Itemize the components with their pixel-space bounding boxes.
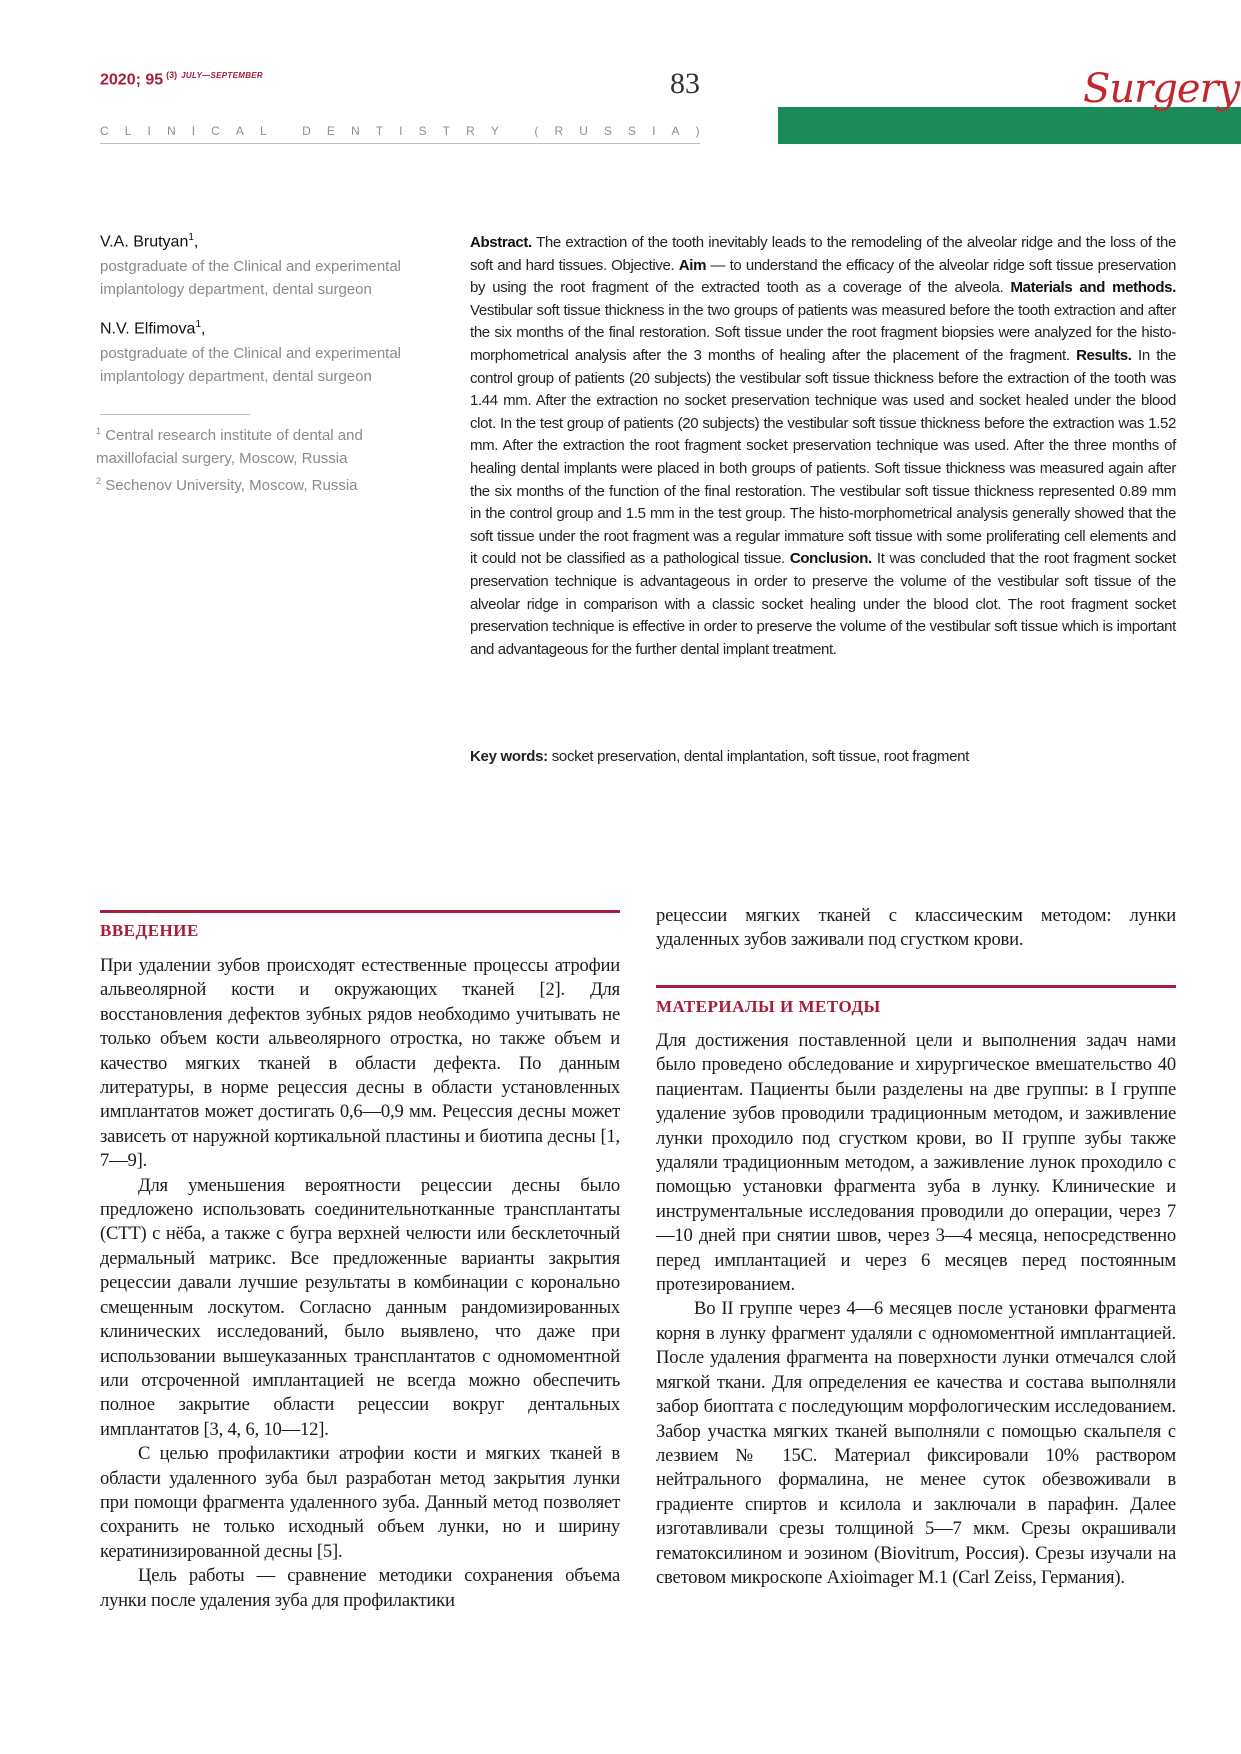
journal-letter: R <box>554 124 564 138</box>
methods-text <box>656 1029 1176 1590</box>
paragraph: С целью профилактики атрофии кости и мягких тканей в области удаленного зуба был разработан метод закрытия лунки при помощи фрагмента удаленного зуба. Данный метод позволяет сохранить не только исходный объем лунки, но и ширину кератинизированной десны [5]. <box>100 1443 620 1562</box>
journal-letter: ) <box>695 124 700 138</box>
journal-letter: T <box>442 124 451 138</box>
page-number: 83 <box>670 67 700 100</box>
author-name: V.A. Brutyan$^1$, <box>100 232 199 251</box>
journal-letter: I <box>652 124 656 138</box>
journal-letter: R <box>466 124 475 138</box>
journal-letter: I <box>399 124 403 138</box>
institution-note: $^1$ Central research institute of dental and maxillofacial surgery, Moscow, Russia <box>96 426 363 467</box>
journal-letter: N <box>166 124 176 138</box>
issue-months: JULY—SEPTEMBER <box>181 71 264 80</box>
section-color-bar <box>778 107 1241 144</box>
journal-letter: U <box>579 124 588 138</box>
abstract: Abstract. The extraction of the tooth inevitably leads to the remodeling of the alveolar ridge and the loss of the soft and hard tissues. Objective. Aim — to understand the efficacy of the alveolar ridge soft tissue preservation by using the root fragment of the extracted tooth as a coverage of the alveola. Materials and methods. Vestibular soft tissue thickness in the two groups of patients was measured before the tooth extraction and after the six months of the final restoration. Soft tissue under the root fragment biopsies were analyzed for the histo-morphometrical analysis after the 3 months of healing after the placement of the fragment. Results. In the control group of patients (20 subjects) the vestibular soft tissue thickness before the extraction of the tooth was 1.44 mm. After the extraction no socket preservation technique was used and socket healed under the blood clot. In the test group of patients (20 subjects) the vestibular soft tissue thickness before the extraction was 1.52 mm. After the extraction the root fragment socket preservation technique was used. After the three months of healing dental implants were placed in both groups of patients. Soft tissue thickness was measured again after the six months of the function of the final restoration. The vestibular soft tissue thickness represented 0.89 mm in the control group and 1.5 mm in the test group. The histo-morphometrical analysis generally showed that the soft tissue under the root fragment was a regular immature soft tissue with some proliferating cell elements and it could not be classified as a pathological tissue. Conclusion. It was concluded that the root fragment socket preservation technique is advantageous in order to preserve the volume of the vestibular soft tissue of the alveolar ridge in comparison with a classic socket healing under the blood clot. The root fragment socket preservation technique is effective in order to preserve the volume of the vestibular soft tissue which is important and advantageous for the further dental implant treatment. <box>470 234 1177 658</box>
journal-letter: C <box>211 124 220 138</box>
journal-name <box>100 124 700 138</box>
journal-letter: S <box>628 124 637 138</box>
author-affiliation: postgraduate of the Clinical and experimental implantology department, dental surgeon <box>100 258 402 298</box>
paragraph: Во II группе через 4—6 месяцев после установки фрагмента корня в лунку фрагмент удаляли с одномоментной имплантацией. После удаления фрагмента на поверхности лунки отмечался слой мягкой ткани. Для определения ее качества и состава выполняли забор биоптата с последующим морфологическим исследованием. Забор участка мягких тканей выполняли с помощью скальпеля с лезвием № 15С. Материал фиксировали 10% раствором нейтрального формалина, не менее суток обезвоживали в градиенте спиртов и ксилола и заключали в парафин. Далее изготавливали срезы толщиной 5—7 мкм. Срезы окрашивали гематоксилином и эозином (Biovitrum, Россия). Срезы изучали на световом микроскопе Axioimager M.1 (Carl Zeiss, Германия). <box>656 1298 1176 1588</box>
paragraph: Для достижения поставленной цели и выполнения задач нами было проведено обследование и хирургическое вмешательство 40 пациентам. Пациенты были разделены на две группы: в I группе удаление зубов проводили традиционным методом, и заживление лунки проходило под сгустком крови, во II группе зубы также удаляли традиционным методом, а заживление лунок проходило с помощью установки фрагмента зуба в лунку. Клинические и инструментальные исследования проводили до операции, через 7—10 дней при снятии швов, через 3—4 месяца, непосредственно перед имплантацией и через 6 месяцев перед постоянным протезированием. <box>656 1030 1176 1296</box>
section-rule <box>656 985 1176 988</box>
section-rule <box>100 910 620 913</box>
journal-letter: I <box>147 124 151 138</box>
affiliation-divider <box>100 414 250 415</box>
journal-letter: Y <box>490 124 499 138</box>
journal-letter: I <box>191 124 196 138</box>
journal-letter: N <box>350 124 360 138</box>
section-heading-methods: МАТЕРИАЛЫ И МЕТОДЫ <box>656 997 881 1016</box>
header-divider <box>100 143 700 144</box>
journal-letter <box>283 124 286 138</box>
issue-volume: 95 <box>145 71 164 89</box>
journal-letter: L <box>124 124 132 138</box>
intro-text <box>100 954 620 1613</box>
journal-letter: ( <box>534 124 539 138</box>
methods-label: Materials and methods. <box>1010 279 1176 297</box>
journal-letter: D <box>302 124 311 138</box>
author-affiliation: postgraduate of the Clinical and experimental implantology department, dental surgeon <box>100 345 402 385</box>
issue-info <box>100 70 263 89</box>
keywords: Key words: socket preservation, dental implantation, soft tissue, root fragment <box>470 748 970 765</box>
journal-letter <box>515 124 518 138</box>
journal-letter: S <box>603 124 612 138</box>
paragraph: Для уменьшения вероятности рецессии десны было предложено использовать соединительнотканные трансплантаты (СТТ) с нёба, а также с бугра верхней челюсти или бесклеточный дермальный матрикс. Все предложенные варианты закрытия рецессии давали лучшие результаты в комбинации с коронально смещенным лоскутом. Согласно данным рандомизированных клинических исследований, было выявлено, что даже при использовании вышеуказанных трансплантатов с одномоментной или отсроченной имплантацией не всегда можно обеспечить полное закрытие области рецессии вокруг дентальных имплантатов [3, 4, 6, 10—12]. <box>100 1174 620 1440</box>
section-heading-intro: ВВЕДЕНИЕ <box>100 921 199 940</box>
journal-letter: E <box>326 124 335 138</box>
aim-label: Aim <box>678 256 707 274</box>
paragraph: Цель работы — сравнение методики сохранения объема лунки после удаления зуба для профилактики <box>100 1565 620 1611</box>
journal-letter: L <box>259 124 267 138</box>
author-name: N.V. Elfimova$^1$, <box>100 319 206 338</box>
journal-letter: C <box>100 124 109 138</box>
journal-letter: A <box>671 124 680 138</box>
journal-letter: S <box>418 124 427 138</box>
keywords-label: Key words: <box>470 748 548 765</box>
journal-letter: A <box>235 124 244 138</box>
section-title: Surgery <box>1083 66 1240 112</box>
results-label: Results. <box>1076 346 1132 364</box>
journal-letter: T <box>375 124 384 138</box>
paragraph: При удалении зубов происходят естественные процессы атрофии альвеолярной кости и окружающих тканей [2]. Для восстановления дефектов зубных рядов необходимо учитывать не только объем кости альвеолярного отростка, но также объем и качество мягких тканей в области дефекта. По данным литературы, в норме рецессия десны в области установленных имплантатов может достигать 0,6—0,9 мм. Рецессия десны может зависеть от наружной кортикальной пластины и биотипа десны [1, 7—9]. <box>100 955 620 1172</box>
institution-note: $^2$ Sechenov University, Moscow, Russia <box>96 476 358 494</box>
paragraph: рецессии мягких тканей с классическим методом: лунки удаленных зубов заживали под сгустком крови. <box>656 905 1176 951</box>
issue-number: (3) <box>166 70 178 80</box>
issue-year: 2020; <box>100 71 141 89</box>
abstract-label: Abstract. <box>470 234 532 251</box>
conclusion-label: Conclusion. <box>789 550 872 568</box>
continuation-text <box>656 904 1176 953</box>
